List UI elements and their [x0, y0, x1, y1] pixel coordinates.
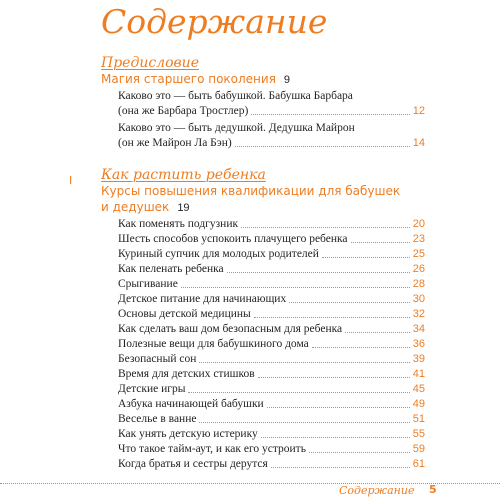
toc-entry-title: Срыгивание	[118, 278, 178, 290]
toc-entry[interactable]	[118, 337, 425, 352]
toc-entry[interactable]	[118, 382, 425, 397]
dot-leader	[271, 467, 410, 468]
toc-entry-page: 34	[412, 323, 425, 335]
preface-entry-1-page: 12	[412, 105, 425, 117]
preface-subtitle	[101, 71, 290, 88]
toc-entry-page: 59	[412, 443, 425, 455]
toc-entry[interactable]	[118, 307, 425, 322]
dot-leader	[309, 452, 410, 453]
toc-entry-page: 32	[412, 308, 425, 320]
toc-entry[interactable]	[118, 367, 425, 382]
preface-entry-1-line-2: (она же Барбара Тростлер)	[118, 105, 249, 117]
toc-entry[interactable]	[118, 412, 425, 427]
toc-entry-title: Как унять детскую истерику	[118, 428, 258, 440]
page-number: 5	[429, 483, 437, 496]
dot-leader	[267, 407, 410, 408]
dot-leader	[199, 362, 409, 363]
toc-entry-page: 36	[412, 338, 425, 350]
toc-entry-page: 20	[412, 218, 425, 230]
toc-entry-title: Как сделать ваш дом безопасным для ребенка	[118, 323, 343, 335]
footer-divider	[0, 483, 500, 484]
preface-entry-1-line-1: Каково это — быть бабушкой. Бабушка Барбара	[118, 90, 353, 102]
preface-entry-1[interactable]	[118, 104, 425, 119]
toc-entry[interactable]	[118, 247, 425, 262]
dot-leader	[181, 287, 410, 288]
toc-entry-page: 49	[412, 398, 425, 410]
toc-entry[interactable]	[118, 457, 425, 472]
preface-heading: Предисловие	[101, 55, 199, 71]
preface-subtitle-text: Магия старшего поколения	[101, 72, 276, 86]
toc-entry-title: Как поменять подгузник	[118, 218, 239, 230]
toc-entry[interactable]	[118, 352, 425, 367]
dot-leader	[241, 227, 410, 228]
toc-entry-title: Безопасный сон	[118, 353, 197, 365]
toc-entry-title: Детские игры	[118, 383, 186, 395]
toc-entry-page: 61	[412, 458, 425, 470]
toc-entry[interactable]	[118, 292, 425, 307]
section-1-subtitle-text: и дедушек	[101, 200, 170, 214]
toc-entry[interactable]	[118, 427, 425, 442]
toc-entry[interactable]	[118, 322, 425, 337]
toc-entry-page: 23	[412, 233, 425, 245]
preface-entry-2[interactable]	[118, 136, 425, 151]
dot-leader	[312, 347, 410, 348]
toc-entry[interactable]	[118, 277, 425, 292]
footer-label: Содержание	[339, 484, 415, 497]
toc-entry-page: 30	[412, 293, 425, 305]
dot-leader	[322, 257, 410, 258]
dot-leader	[251, 114, 409, 115]
dot-leader	[254, 317, 410, 318]
dot-leader	[345, 332, 410, 333]
dot-leader	[235, 146, 410, 147]
dot-leader	[258, 377, 410, 378]
toc-entry-title: Детское питание для начинающих	[118, 293, 287, 305]
toc-entry-title: Основы детской медицины	[118, 308, 251, 320]
dot-leader	[289, 302, 410, 303]
toc-entry[interactable]	[118, 397, 425, 412]
toc-entry-page: 26	[412, 263, 425, 275]
toc-entry[interactable]	[118, 217, 425, 232]
section-1-heading: Как растить ребенка	[101, 167, 266, 183]
preface-entry-2-page: 14	[412, 137, 425, 149]
dot-leader	[351, 242, 410, 243]
toc-entry-title: Азбука начинающей бабушки	[118, 398, 264, 410]
toc-entry-page: 39	[412, 353, 425, 365]
toc-entry-page: 51	[412, 413, 425, 425]
toc-entry-page: 45	[412, 383, 425, 395]
toc-entry-page: 25	[412, 248, 425, 260]
toc-entry-page: 41	[412, 368, 425, 380]
dot-leader	[227, 272, 410, 273]
toc-entry-page: 55	[412, 428, 425, 440]
page-title: Содержание	[101, 2, 328, 41]
toc-entry-title: Когда братья и сестры дерутся	[118, 458, 268, 470]
dot-leader	[188, 392, 409, 393]
dot-leader	[261, 437, 410, 438]
toc-entry-title: Время для детских стишков	[118, 368, 255, 380]
section-1-subtitle-line-2	[101, 199, 190, 216]
toc-entry-title: Шесть способов успокоить плачущего ребенка	[118, 233, 348, 245]
section-1-subtitle-page: 19	[177, 202, 190, 214]
preface-entry-2-line-1: Каково это — быть дедушкой. Дедушка Майрон	[118, 122, 355, 134]
toc-entry-title: Полезные вещи для бабушкиного дома	[118, 338, 309, 350]
section-marker: I	[69, 174, 73, 187]
toc-entry-title: Куриный супчик для молодых родителей	[118, 248, 319, 260]
preface-entry-2-line-2: (он же Майрон Ла Бэн)	[118, 137, 232, 149]
preface-subtitle-page: 9	[283, 74, 291, 86]
dot-leader	[199, 422, 409, 423]
toc-entry[interactable]	[118, 262, 425, 277]
toc-entry-page: 28	[412, 278, 425, 290]
toc-entry-title: Как пеленать ребенка	[118, 263, 224, 275]
toc-entry-title: Веселье в ванне	[118, 413, 197, 425]
toc-entry[interactable]	[118, 232, 425, 247]
toc-entry-title: Что такое тайм-аут, и как его устроить	[118, 443, 306, 455]
toc-entry[interactable]	[118, 442, 425, 457]
section-1-subtitle-line-1: Курсы повышения квалификации для бабушек	[101, 184, 401, 198]
